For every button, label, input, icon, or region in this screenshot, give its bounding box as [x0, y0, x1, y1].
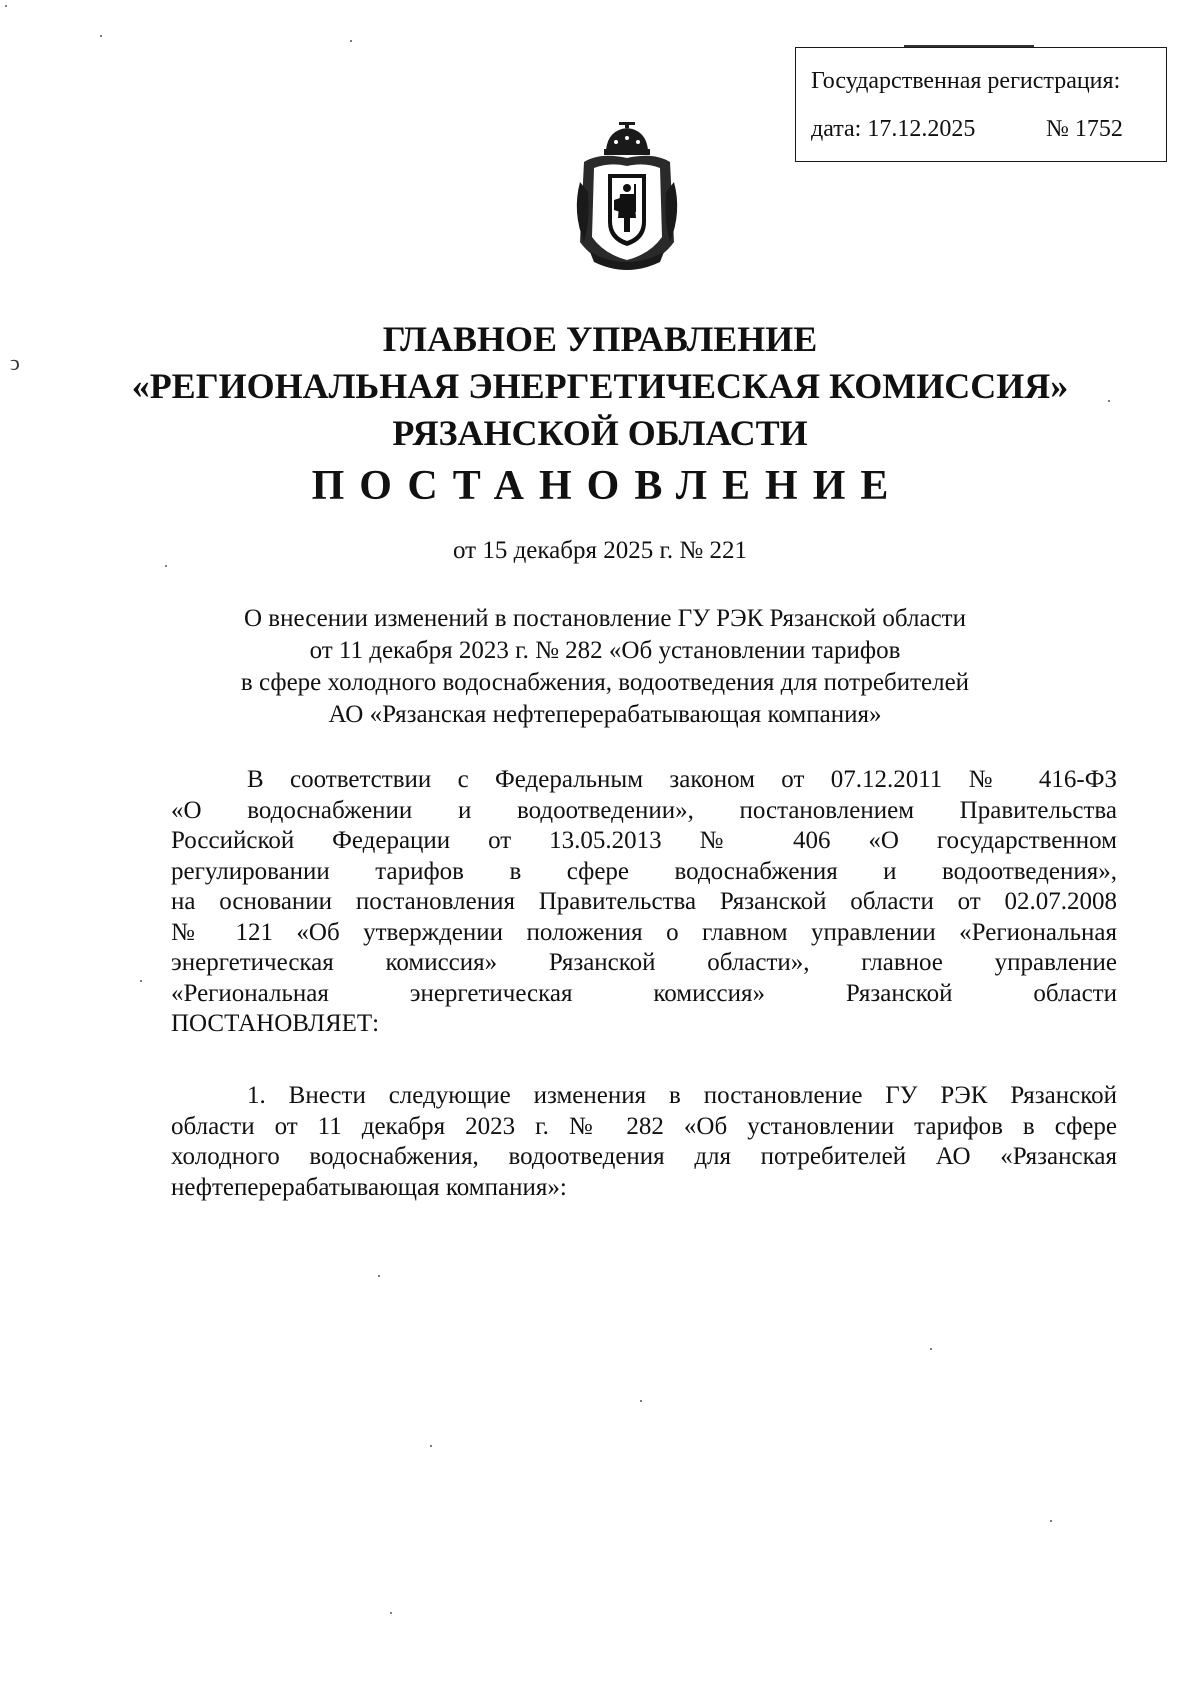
- registration-title: Государственная регистрация:: [811, 68, 1121, 94]
- scan-speck: [140, 980, 142, 982]
- org-title-line-1: ГЛАВНОЕ УПРАВЛЕНИЕ: [382, 319, 818, 359]
- preamble-line: на основании постановления Правительства Рязанской области от 02.07.2008: [171, 888, 1117, 915]
- scan-speck: [5, 5, 7, 7]
- org-title-line-2: «РЕГИОНАЛЬНАЯ ЭНЕРГЕТИЧЕСКАЯ КОМИССИЯ»: [131, 366, 1069, 406]
- preamble-paragraph: [171, 765, 1117, 1040]
- item-1-line: области от 11 декабря 2023 г. № 282 «Об установлении тарифов в сфере: [171, 1112, 1117, 1140]
- preamble-line: «Региональная энергетическая комиссия» Рязанской области: [171, 979, 1117, 1007]
- scan-speck: [390, 1612, 392, 1614]
- subject-line: в сфере холодного водоснабжения, водоотведения для потребителей: [240, 669, 970, 696]
- document-type: ПОСТАНОВЛЕНИЕ: [311, 463, 904, 509]
- document-date: от 15 декабря 2025 г. № 221: [452, 537, 748, 564]
- preamble-resolves: ПОСТАНОВЛЯЕТ:: [171, 1010, 380, 1037]
- scan-speck: [350, 40, 352, 42]
- preamble-line: «О водоснабжении и водоотведении», постановлением Правительства: [171, 796, 1117, 824]
- org-title-line-3: РЯЗАНСКОЙ ОБЛАСТИ: [392, 413, 808, 453]
- scan-speck: [378, 1275, 380, 1277]
- registration-number: № 1752: [1046, 116, 1123, 142]
- registration-date: дата: 17.12.2025: [811, 116, 976, 142]
- scan-speck: [1050, 1520, 1052, 1522]
- item-1-line: 1. Внести следующие изменения в постановление ГУ РЭК Рязанской: [247, 1082, 1117, 1109]
- item-1-paragraph: [171, 1081, 1117, 1203]
- scan-speck: [640, 1400, 642, 1402]
- preamble-line: № 121 «Об утверждении положения о главном управлении «Региональная: [171, 918, 1117, 946]
- item-1-line: нефтеперерабатывающая компания»:: [171, 1173, 567, 1201]
- scan-speck: [930, 1348, 932, 1350]
- preamble-line: регулировании тарифов в сфере водоснабжения и водоотведения»,: [171, 857, 1117, 885]
- scan-speck: [165, 565, 167, 567]
- preamble-line: Российской Федерации от 13.05.2013 № 406 «О государственном: [171, 827, 1117, 854]
- stamp-top-mark: [904, 45, 1034, 47]
- preamble-line: энергетическая комиссия» Рязанской области», главное управление: [171, 949, 1117, 976]
- scan-speck: [1108, 400, 1110, 402]
- preamble-line: В соответствии с Федеральным законом от 07.12.2011 № 416-ФЗ: [247, 766, 1117, 793]
- margin-mark: ↄ: [10, 350, 20, 375]
- registration-stamp: [795, 47, 1167, 162]
- ryazan-coat-of-arms-icon: [570, 122, 684, 274]
- subject-line: О внесении изменений в постановление ГУ РЭК Рязанской области: [244, 605, 966, 632]
- document-subject: [150, 603, 1060, 731]
- scan-speck: [430, 1445, 432, 1447]
- subject-line: АО «Рязанская нефтеперерабатывающая компания»: [328, 701, 882, 728]
- item-1-line: холодного водоснабжения, водоотведения для потребителей АО «Рязанская: [171, 1143, 1117, 1170]
- subject-line: от 11 декабря 2023 г. № 282 «Об установлении тарифов: [309, 637, 901, 664]
- scan-speck: [100, 35, 102, 37]
- organization-title: [100, 316, 1100, 457]
